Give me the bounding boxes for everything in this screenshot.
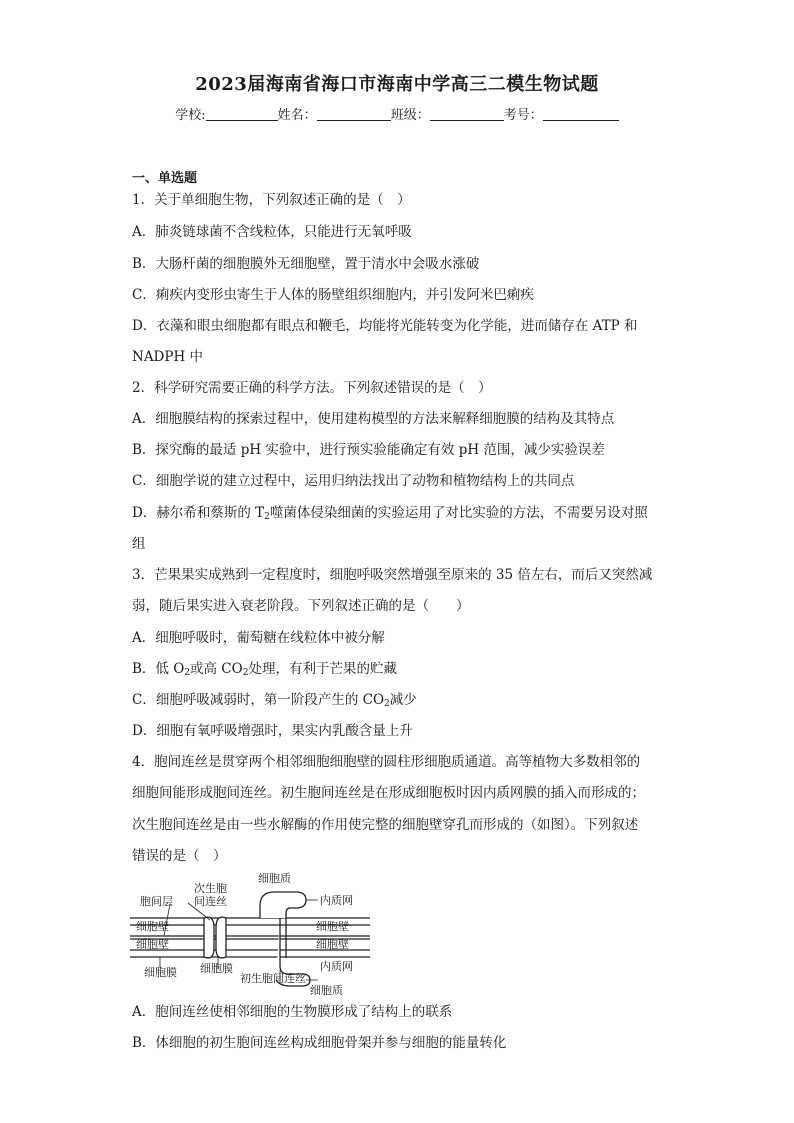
label-membrane-mid: 细胞膜 <box>200 962 233 975</box>
q4-stem-cont-2: 次生胞间连丝是由一些水解酶的作用使完整的细胞壁穿孔而形成的（如图）。下列叙述 <box>132 817 639 833</box>
q1-stem: 1．关于单细胞生物，下列叙述正确的是（ ） <box>132 192 411 208</box>
label-wall-left-2: 细胞壁 <box>136 938 169 951</box>
label-er-bottom: 内质网 <box>320 960 353 973</box>
q1-option-d: D．衣藻和眼虫细胞都有眼点和鞭毛，均能将光能转变为化学能，进而储存在 ATP 和 <box>132 318 638 334</box>
q1-option-a: A．肺炎链球菌不含线粒体，只能进行无氧呼吸 <box>132 224 412 240</box>
q4-option-b: B．体细胞的初生胞间连丝构成细胞骨架并参与细胞的能量转化 <box>132 1035 507 1051</box>
plasmodesmata-diagram <box>130 870 370 1000</box>
q2-option-d: D．赫尔希和蔡斯的 $T_2$噬菌体侵染细菌的实验运用了对比实验的方法，不需要另设对照 <box>132 505 648 522</box>
label-cytoplasm-bottom: 细胞质 <box>310 984 343 997</box>
label-middle-lamella: 胞间层 <box>140 895 173 908</box>
q4-stem: 4．胞间连丝是贯穿两个相邻细胞细胞壁的圆柱形细胞质通道。高等植物大多数相邻的 <box>132 754 641 770</box>
name-blank <box>317 108 391 121</box>
q2-option-d-cont: 组 <box>132 536 146 552</box>
label-secondary-1: 次生胞 <box>194 882 227 895</box>
exam-no-label: 考号： <box>503 108 543 123</box>
label-secondary-2: 间连丝 <box>194 895 227 908</box>
q1-option-d-cont: NADPH 中 <box>132 349 204 365</box>
label-membrane-left: 细胞膜 <box>144 966 177 979</box>
label-wall-right-2: 细胞壁 <box>316 938 349 951</box>
q1-option-c: C．痢疾内变形虫寄生于人体的肠壁组织细胞内，并引发阿米巴痢疾 <box>132 287 534 303</box>
q4-stem-cont-3: 错误的是（ ） <box>132 848 227 864</box>
q2-stem: 2．科学研究需要正确的科学方法。下列叙述错误的是（ ） <box>132 380 492 396</box>
name-label: 姓名： <box>277 108 317 123</box>
class-label: 班级： <box>390 108 430 123</box>
student-info-line <box>0 104 794 123</box>
exam-no-blank <box>543 108 619 121</box>
label-cytoplasm-top: 细胞质 <box>258 872 291 885</box>
school-label: 学校: <box>175 108 206 123</box>
q4-option-a: A．胞间连丝使相邻细胞的生物膜形成了结构上的联系 <box>132 1004 453 1020</box>
label-primary: 初生胞间连丝 <box>240 972 306 985</box>
label-er-top: 内质网 <box>320 894 353 907</box>
q3-option-d: D．细胞有氧呼吸增强时，果实内乳酸含量上升 <box>132 723 413 739</box>
q3-option-a: A．细胞呼吸时，葡萄糖在线粒体中被分解 <box>132 630 385 646</box>
q3-stem-cont: 弱，随后果实进入衰老阶段。下列叙述正确的是（ ） <box>132 598 470 614</box>
secondary-plasmodesma <box>204 917 226 958</box>
q3-option-b: B．低 $O_2$或高 $CO_2$处理，有利于芒果的贮藏 <box>132 661 397 678</box>
q2-option-c: C．细胞学说的建立过程中，运用归纳法找出了动物和植物结构上的共同点 <box>132 473 575 489</box>
q1-option-b: B．大肠杆菌的细胞膜外无细胞壁，置于清水中会吸水涨破 <box>132 256 480 272</box>
q3-stem: 3．芒果果实成熟到一定程度时，细胞呼吸突然增强至原来的 35 倍左右，而后又突然减 <box>132 567 653 583</box>
q2-option-a: A．细胞膜结构的探索过程中，使用建构模型的方法来解释细胞膜的结构及其特点 <box>132 411 615 427</box>
q3-option-c: C．细胞呼吸减弱时，第一阶段产生的 $CO_2$减少 <box>132 692 417 709</box>
class-blank <box>430 108 504 121</box>
school-blank <box>206 108 278 121</box>
section-heading: 一、单选题 <box>132 171 198 186</box>
page-title: 2023届海南省海口市海南中学高三二模生物试题 <box>195 74 599 95</box>
label-wall-right-1: 细胞壁 <box>316 920 349 933</box>
q2-option-b: B．探究酶的最适 pH 实验中，进行预实验能确定有效 pH 范围，减少实验误差 <box>132 442 605 458</box>
label-wall-left-1: 细胞壁 <box>136 920 169 933</box>
q4-stem-cont-1: 细胞间能形成胞间连丝。初生胞间连丝是在形成细胞板时因内质网膜的插入而形成的； <box>132 785 645 801</box>
